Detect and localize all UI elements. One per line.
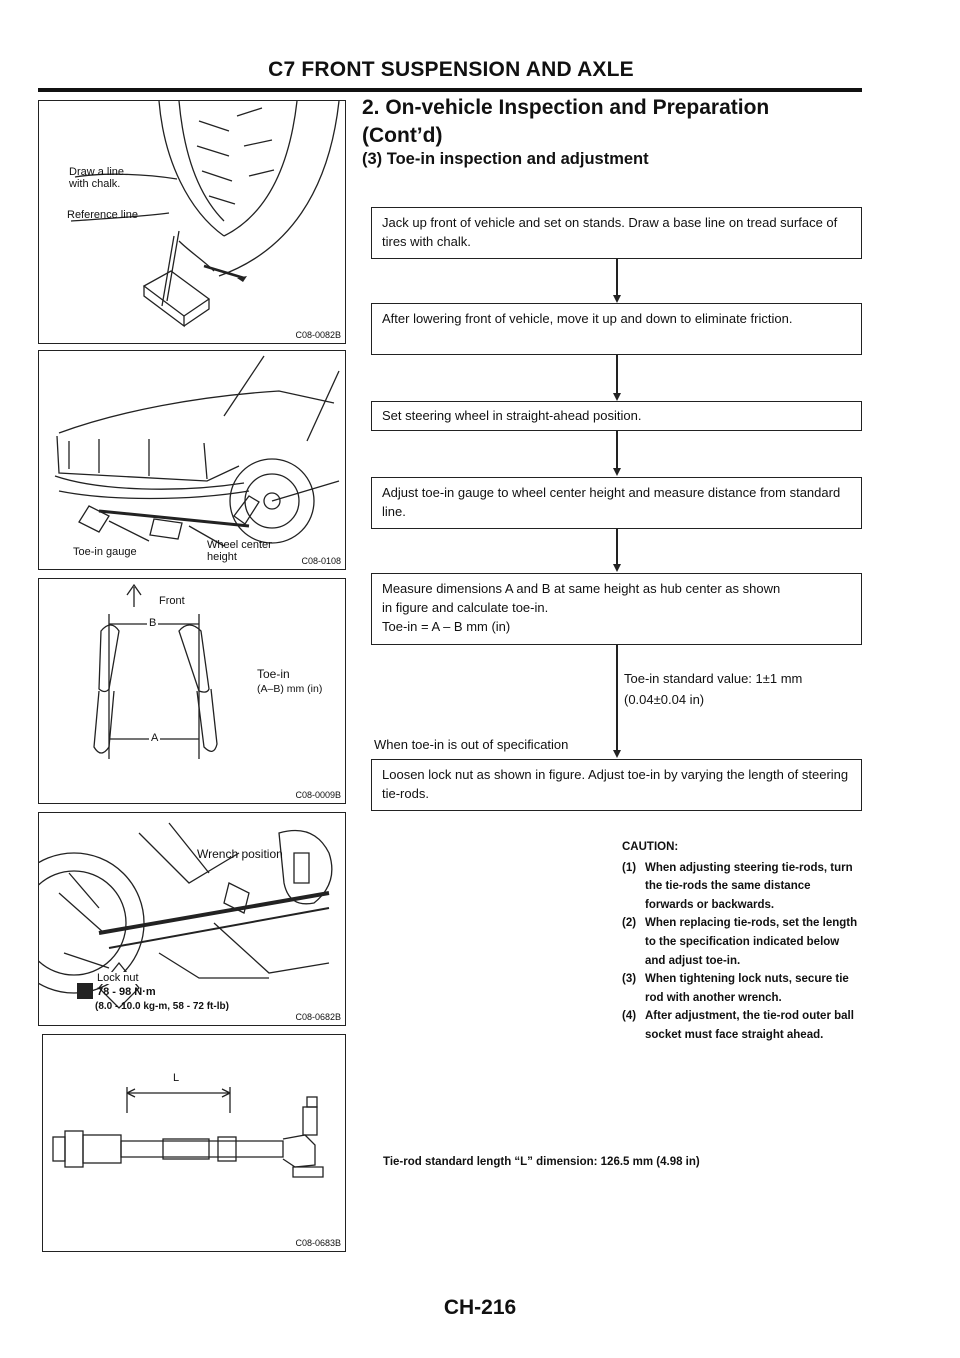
caution-block [622, 838, 862, 1045]
fig5-l-label: L [173, 1072, 180, 1084]
fig4-torque-imperial: (8.0 - 10.0 kg-m, 58 - 72 ft-lb) [95, 1001, 229, 1012]
arrow-2-head [613, 393, 621, 401]
arrow-4-line [616, 529, 618, 567]
fig3-a-label: A [151, 732, 159, 744]
fig1-draw-line-label [69, 166, 124, 190]
out-of-spec-label: When toe-in is out of specification [374, 737, 569, 752]
caution-item [622, 1007, 862, 1044]
caution-item-text: When tightening lock nuts, secure tie rod with another wrench. [645, 973, 849, 1004]
tie-rod-illustration [43, 1035, 346, 1252]
step-lower-vehicle-text: After lowering front of vehicle, move it up and down to eliminate friction. [382, 311, 793, 326]
figure-toe-in-gauge [38, 350, 346, 570]
fig2-code: C08-0108 [301, 556, 341, 566]
page-header-title: C7 FRONT SUSPENSION AND AXLE [268, 58, 634, 81]
caution-item-num: (4) [622, 1010, 637, 1023]
step-lower-vehicle-box [371, 303, 862, 355]
fig5-code: C08-0683B [295, 1238, 341, 1248]
section-title [362, 94, 769, 150]
fig3-code: C08-0009B [295, 790, 341, 800]
fig2-toe-in-gauge-label: Toe-in gauge [73, 546, 137, 558]
step-adjust-box [371, 759, 862, 811]
figure-tire-chalk-line [38, 100, 346, 344]
tire-chalk-illustration [39, 101, 346, 344]
arrow-5-line [616, 645, 618, 753]
figure-wrench-position [38, 812, 346, 1026]
section-subtitle: (3) Toe-in inspection and adjustment [362, 150, 649, 168]
step-measure-line2: in figure and calculate toe-in. [382, 600, 549, 615]
caution-item [622, 970, 862, 1007]
fig4-code: C08-0682B [295, 1012, 341, 1022]
standard-value [624, 668, 802, 710]
caution-item-text: After adjustment, the tie-rod outer ball socket must face straight ahead. [645, 1010, 854, 1041]
step-jack-up-text: Jack up front of vehicle and set on stands. Draw a base line on tread surface of tires with chalk. [382, 215, 838, 249]
fig1-code: C08-0082B [295, 330, 341, 340]
step-measure-box [371, 573, 862, 645]
car-gauge-illustration [39, 351, 346, 570]
caution-item-num: (1) [622, 861, 637, 874]
fig3-b-label: B [149, 617, 157, 629]
fig3-units-label: (A–B) mm (in) [257, 683, 323, 695]
step-adjust-text: Loosen lock nut as shown in figure. Adjust toe-in by varying the length of steering tie-rods. [382, 767, 849, 801]
step-measure-formula: Toe-in = A – B mm (in) [382, 619, 511, 634]
wrench-position-illustration [39, 813, 346, 1026]
step-gauge-box [371, 477, 862, 529]
arrow-1-line [616, 259, 618, 297]
fig4-wrench-position-label: Wrench position [197, 847, 283, 861]
step-steering-box [371, 401, 862, 431]
fig4-lock-nut-label: Lock nut [97, 972, 139, 984]
step-steering-text: Set steering wheel in straight-ahead position. [382, 408, 642, 423]
caution-item-text: When adjusting steering tie-rods, turn the tie-rods the same distance forwards or backwards. [645, 861, 853, 911]
arrow-3-head [613, 468, 621, 476]
step-jack-up-box [371, 207, 862, 259]
step-gauge-text: Adjust toe-in gauge to wheel center height and measure distance from standard line. [382, 485, 841, 519]
arrow-4-head [613, 564, 621, 572]
caution-item [622, 914, 862, 970]
caution-item-num: (2) [622, 917, 637, 930]
tie-rod-standard-length: Tie-rod standard length “L” dimension: 126.5 mm (4.98 in) [383, 1156, 700, 1168]
caution-item-num: (3) [622, 973, 637, 986]
arrow-1-head [613, 295, 621, 303]
fig4-torque-nm: 78 - 98 N·m [97, 986, 156, 998]
arrow-3-line [616, 431, 618, 471]
standard-value-line1: Toe-in standard value: 1±1 mm [624, 671, 803, 686]
fig1-draw-line-text: Draw a line [69, 166, 125, 178]
arrow-5-head [613, 750, 621, 758]
step-measure-line1: Measure dimensions A and B at same height as hub center as shown [382, 581, 781, 596]
fig2-wheel-center-text: Wheel center [207, 539, 272, 551]
section-title-line1: 2. On-vehicle Inspection and Preparation [362, 96, 770, 119]
fig1-chalk-text: with chalk. [69, 178, 121, 190]
fig1-reference-line-label: Reference line [67, 209, 138, 221]
figure-tie-rod-length [42, 1034, 346, 1252]
caution-item-text: When replacing tie-rods, set the length to the specification indicated below and adjust toe-in. [645, 917, 858, 967]
fig2-height-text: height [207, 551, 237, 563]
standard-value-line2: (0.04±0.04 in) [624, 692, 705, 707]
header-rule [38, 88, 862, 92]
fig2-wheel-center-label [207, 539, 272, 563]
fig3-toe-in-label: Toe-in [257, 667, 290, 681]
arrow-2-line [616, 355, 618, 397]
page-number: CH-216 [443, 1296, 517, 1319]
caution-item [622, 859, 862, 915]
fig3-front-label: Front [159, 595, 185, 607]
caution-title: CAUTION: [622, 841, 679, 853]
figure-toe-in-diagram [38, 578, 346, 804]
section-title-line2: (Cont’d) [362, 124, 443, 147]
